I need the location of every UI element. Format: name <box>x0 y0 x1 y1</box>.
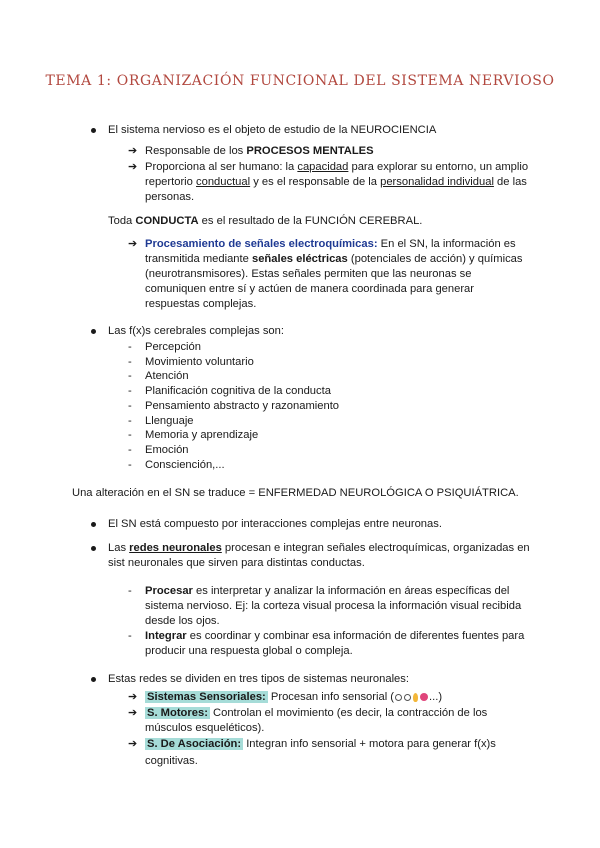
funcion-list-item: Consciención,... <box>145 458 225 471</box>
asociacion-line-1: S. De Asociación: Integran info sensorial + motora para generar f(x)s <box>147 738 496 750</box>
tipos-heading: Estas redes se dividen en tres tipos de sistemas neuronales: <box>108 673 409 685</box>
capacidad-line-2: repertorio conductual y es el responsable de la personalidad individual de las <box>145 176 527 188</box>
eyes-icon <box>404 694 411 701</box>
redes-line-2: sist neuronales que sirven para distintas conductas. <box>108 557 365 569</box>
funcion-list-item: Memoria y aprendizaje <box>145 429 259 442</box>
procesamiento-line-1: Procesamiento de señales electroquímicas: En el SN, la información es <box>145 238 516 250</box>
compuesto-statement: El SN está compuesto por interacciones complejas entre neuronas. <box>108 518 442 530</box>
funcion-list-item: Planificación cognitiva de la conducta <box>145 385 331 398</box>
arrow-icon: ➔ <box>128 161 138 173</box>
procesar-line-2: sistema nervioso. Ej: la corteza visual procesa la información visual recibida <box>145 600 522 612</box>
funcion-list-item: Pensamiento abstracto y razonamiento <box>145 399 340 412</box>
motores-line-1: S. Motores: Controlan el movimiento (es decir, la contracción de los <box>147 707 488 719</box>
neurociencia-statement: El sistema nervioso es el objeto de estudio de la NEUROCIENCIA <box>108 124 437 136</box>
integrar-line-2: producir una respuesta global o compleja. <box>145 645 353 657</box>
dash-marker: - <box>128 630 132 642</box>
sensoriales-line: Sistemas Sensoriales: Procesan info sensorial ( ...) <box>147 691 443 703</box>
procesar-line-1: Procesar es interpretar y analizar la información en áreas específicas del <box>145 585 510 597</box>
procesar-line-3: desde los ojos. <box>145 615 220 627</box>
funcion-list-item: Llenguaje <box>145 414 194 427</box>
dash-marker: - <box>128 341 132 353</box>
dash-marker: - <box>128 585 132 597</box>
dash-marker: - <box>128 355 132 368</box>
arrow-icon: ➔ <box>128 238 138 250</box>
integrar-line-1: Integrar es coordinar y combinar esa información de diferentes fuentes para <box>145 630 525 642</box>
alteracion-statement: Una alteración en el SN se traduce = ENFERMEDAD NEUROLÓGICA O PSIQUIÁTRICA. <box>72 487 519 499</box>
bullet-dot <box>91 677 96 682</box>
procesos-mentales-line: Responsable de los PROCESOS MENTALES <box>145 145 374 157</box>
bullet-dot <box>91 522 96 527</box>
dash-marker: - <box>128 429 132 442</box>
funcion-list-item: Movimiento voluntario <box>145 355 254 368</box>
arrow-icon: ➔ <box>128 145 138 157</box>
redes-line-1: Las redes neuronales procesan e integran señales electroquímicas, organizadas en <box>108 542 530 554</box>
funcion-list-item: Emoción <box>145 443 189 456</box>
capacidad-line-3: personas. <box>145 191 195 203</box>
capacidad-line-1: Proporciona al ser humano: la capacidad para explorar su entorno, un amplio <box>145 161 529 173</box>
procesamiento-line-2: transmitida mediante señales eléctricas (potenciales de acción) y químicas <box>145 253 523 265</box>
procesamiento-line-3: (neurotransmisores). Estas señales permiten que las neuronas se <box>145 268 472 280</box>
bullet-dot <box>91 329 96 334</box>
funcion-list-item: Percepción <box>145 341 201 353</box>
procesamiento-line-5: respuestas complejas. <box>145 298 257 310</box>
page-title: TEMA 1: ORGANIZACIÓN FUNCIONAL DEL SISTEMA NERVIOSO <box>45 73 555 89</box>
procesamiento-line-4: comuniquen entre sí y actúen de manera coordinada para generar <box>145 283 474 295</box>
dash-marker: - <box>128 414 132 427</box>
conducta-statement: Toda CONDUCTA es el resultado de la FUNCIÓN CEREBRAL. <box>108 215 423 227</box>
asociacion-line-2: cognitivas. <box>145 755 198 767</box>
arrow-icon: ➔ <box>128 738 138 750</box>
bullet-dot <box>91 128 96 133</box>
funciones-heading: Las f(x)s cerebrales complejas son: <box>108 325 284 337</box>
tongue-icon <box>420 693 428 701</box>
funcion-list-item: Atención <box>145 370 189 383</box>
dash-marker: - <box>128 385 132 398</box>
dash-marker: - <box>128 443 132 456</box>
eyes-icon <box>395 694 402 701</box>
dash-marker: - <box>128 399 132 412</box>
ear-icon <box>413 693 418 702</box>
arrow-icon: ➔ <box>128 691 138 703</box>
arrow-icon: ➔ <box>128 707 138 719</box>
dash-marker: - <box>128 458 132 471</box>
dash-marker: - <box>128 370 132 383</box>
motores-line-2: músculos esqueléticos). <box>145 722 265 734</box>
bullet-dot <box>91 546 96 551</box>
